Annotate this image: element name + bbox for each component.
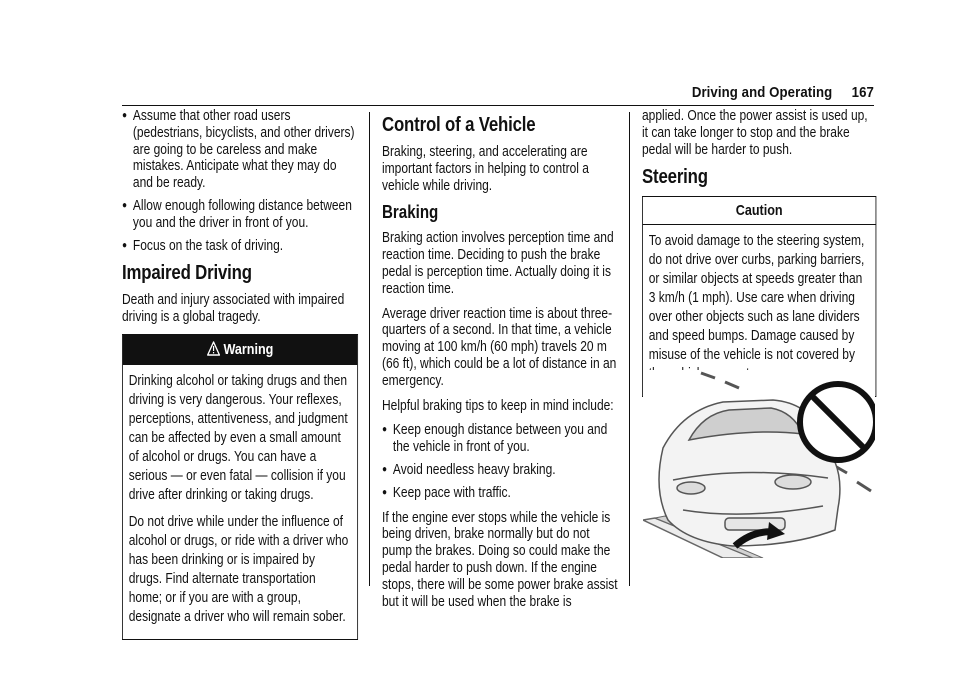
caution-text: To avoid damage to the steering system, do not drive over curbs, parking barriers, or similar objects at speeds greater than 3 km/h (1 mph). Use care when driving over other objects such as lane dividers and speed bumps. Damage caused by misuse of the vehicle is not covered by (648, 233, 865, 364)
warning-paragraph: Drinking alcohol or taking drugs and then driving is very dangerous. Your reflexes, perceptions, attentiveness, and judgment can be affected by even a small amount of alcohol or drugs. You can have a serious — or even fatal — collision if you drive after drinking or taking drugs. (128, 372, 348, 503)
list-item: ● Avoid needless heavy braking. (382, 461, 556, 478)
braking-paragraph: Average driver reaction time is about three-quarters of a second. In that time, a vehicle moving at 100 km/h (60 mph) travels 20 m (66 ft), which could be a lot of distance in an emergency. (382, 305, 617, 389)
column-2 (382, 108, 618, 618)
braking-heading: Braking (382, 202, 439, 223)
bullet-icon: ● (382, 424, 388, 436)
warning-title: Warning (223, 340, 274, 358)
bullet-icon: ● (382, 486, 388, 498)
impaired-driving-heading: Impaired Driving (122, 262, 252, 285)
warning-paragraph: Do not drive while under the influence of alcohol or drugs, or ride with a driver who has been drinking or is impaired by drugs. Find alternate transportation home; or if you are with a group, designate a driver who will remain sober. (128, 513, 349, 625)
bullet-icon: ● (122, 199, 128, 211)
bullet-icon: ● (382, 463, 388, 475)
braking-paragraph: Helpful braking tips to keep in mind include: (382, 397, 614, 414)
bullet-icon: ● (122, 239, 128, 251)
list-item: ● Allow enough following distance between you and the driver in front of you. (122, 197, 352, 231)
impaired-driving-text: Death and injury associated with impaired driving is a global tragedy. (122, 292, 345, 326)
column-divider-2 (629, 112, 630, 586)
control-text: Braking, steering, and accelerating are important factors in helping to control a vehicle while driving. (382, 144, 589, 194)
list-item: ● Keep enough distance between you and the vehicle in front of you. (382, 422, 608, 456)
warning-body (123, 365, 357, 639)
caution-box (642, 196, 876, 397)
warning-box (122, 334, 358, 640)
control-heading: Control of a Vehicle (382, 114, 536, 136)
caution-title: Caution (643, 197, 876, 225)
braking-tips-list (382, 422, 618, 501)
section-title: Driving and Operating (691, 84, 833, 101)
page-number: 167 (851, 84, 874, 101)
bullet-icon: ● (122, 110, 128, 121)
list-item: ● Focus on the task of driving. (122, 237, 284, 254)
column-1 (122, 108, 358, 640)
steering-heading: Steering (642, 166, 708, 189)
steering-illustration (643, 370, 875, 558)
prohibition-icon (800, 384, 875, 460)
list-item: ● Assume that other road users (pedestrians, bicyclists, and other drivers) are going to be careless and make mistakes. Anticipate what they may do and be ready. (122, 108, 355, 192)
column-3 (642, 108, 876, 397)
list-item: ● Keep pace with traffic. (382, 484, 511, 501)
braking-paragraph: If the engine ever stops while the vehicle is being driven, brake normally but do not pump the brakes. Doing so could make the pedal harder to push down. If the engine stops, there will be some power brake assist but it will be used when the brake is (382, 509, 618, 610)
warning-header (123, 335, 357, 365)
continued-text: applied. Once the power assist is used up, it can take longer to stop and the brake pedal will be harder to push. (642, 108, 868, 158)
column-divider-1 (369, 112, 370, 586)
warning-triangle-icon (207, 341, 220, 360)
driving-tips-list (122, 108, 358, 254)
page-header (692, 84, 874, 101)
header-rule (122, 105, 874, 106)
braking-paragraph: Braking action involves perception time and reaction time. Deciding to push the brake pedal is perception time. Actually doing it is reaction time. (382, 230, 614, 297)
